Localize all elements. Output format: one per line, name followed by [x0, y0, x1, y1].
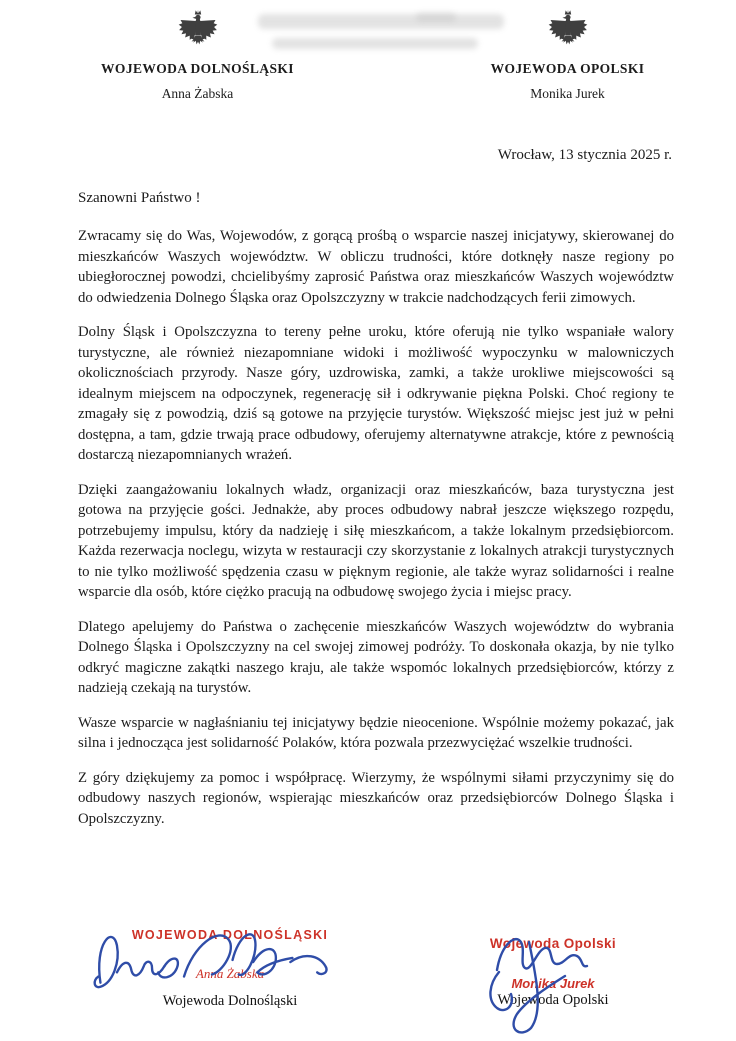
scan-artifact [272, 38, 478, 49]
stamp-name-left: Anna Żabska [195, 966, 265, 981]
paragraph-2: Dolny Śląsk i Opolszczyzna to tereny pełne uroku, które oferują nie tylko wspaniałe walory turystyczne, ale również niezapomniane widoki i możliwość wypoczynku w malowniczych okolicznościach przyrody. Nasze góry, uzdrowiska, zamki, a także urokliwe miejscowości są idealnym miejscem na odpoczynek, regenerację sił i odkrywanie piękna Polski. Choć regiony te zmagały się z powodzią, dziś są gotowe na przyjęcie turystów. Większość miejsc jest już w pełni dostępna, a tam, gdzie trwają prace odbudowy, oferujemy alternatywne atrakcje, które z pewnością dostarczą niezapomnianych wrażeń. [78, 324, 674, 463]
paragraph-5: Wasze wsparcie w nagłaśnianiu tej inicjatywy będzie nieocenione. Wspólnie możemy pokazać, jak silna i jednocząca jest solidarność Polaków, która pozwala przezwyciężać wszelkie trudności. [78, 714, 674, 751]
letter-body [78, 226, 674, 843]
stamp-title-left: WOJEWODA DOLNOŚLĄSKI [131, 928, 329, 942]
voivode-name-right: Monika Jurek [530, 86, 605, 101]
paragraph-4: Dlatego apelujemy do Państwa o zachęcenie mieszkańców Waszych województw do wybrania Dolnego Śląska i Opolszczyzny na cel swojej zimowej podróży. To doskonała okazja, by nie tylko odkryć magiczne zakątki naszego kraju, ale także wspomóc lokalnych przedsiębiorców, którzy z nadzieją czekają na turystów. [78, 618, 674, 696]
dateline: Wrocław, 13 stycznia 2025 r. [497, 147, 672, 163]
paragraph-6: Z góry dziękujemy za pomoc i współpracę. Wierzymy, że wspólnymi siłami przyczynimy się do odbudowy naszych regionów, wspierając mieszkańców oraz przedsiębiorców Dolnego Śląska i Opolszczyzny. [78, 769, 674, 827]
signature-caption-right: Wojewoda Opolski [497, 992, 609, 1008]
signature-block-left [95, 928, 365, 1010]
signature-block-right [458, 936, 648, 1009]
paragraph-3: Dzięki zaangażowaniu lokalnych władz, organizacji oraz mieszkańców, baza turystyczna jest gotowa na przyjęcie gości. Jednakże, aby proces odbudowy nabrał jeszcze większego rozpędu, potrzebujemy impulsu, który da nadzieję i siłę mieszkańcom, a także lokalnym przedsiębiorcom. Każda rezerwacja noclegu, wizyta w restauracji czy skorzystanie z lokalnych atrakcji turystycznych to nie tylko możliwość spędzenia czasu w pięknym regionie, ale także wyraz solidarności i realne wsparcie dla osób, które ciężko pracują na odbudowę swojego życia i miejsc pracy. [78, 481, 674, 600]
letterhead-left [100, 6, 295, 102]
signature-caption-left: Wojewoda Dolnośląski [162, 993, 298, 1009]
polish-eagle-emblem-icon [175, 8, 221, 56]
letterhead-right [470, 6, 665, 102]
voivode-title-right: WOJEWODA OPOLSKI [490, 61, 645, 76]
stamp-name-right: Monika Jurek [511, 976, 595, 991]
stamp-title-right: Wojewoda Opolski [489, 936, 617, 951]
voivode-name-left: Anna Żabska [161, 86, 234, 101]
paragraph-1: Zwracamy się do Was, Wojewodów, z gorącą prośbą o wsparcie naszej inicjatywy, skierowanej do mieszkańców Waszych województw. W obliczu trudności, które dotknęły nasze regiony po ubiegłorocznej powodzi, chcielibyśmy zaprosić Państwa oraz mieszkańców Waszych województw do odwiedzenia Dolnego Śląska oraz Opolszczyzny w trakcie nadchodzących ferii zimowych. [78, 228, 674, 306]
polish-eagle-emblem-icon [545, 8, 591, 56]
scan-artifact [416, 12, 456, 22]
voivode-title-left: WOJEWODA DOLNOŚLĄSKI [101, 61, 294, 76]
salutation: Szanowni Państwo ! [78, 190, 201, 206]
